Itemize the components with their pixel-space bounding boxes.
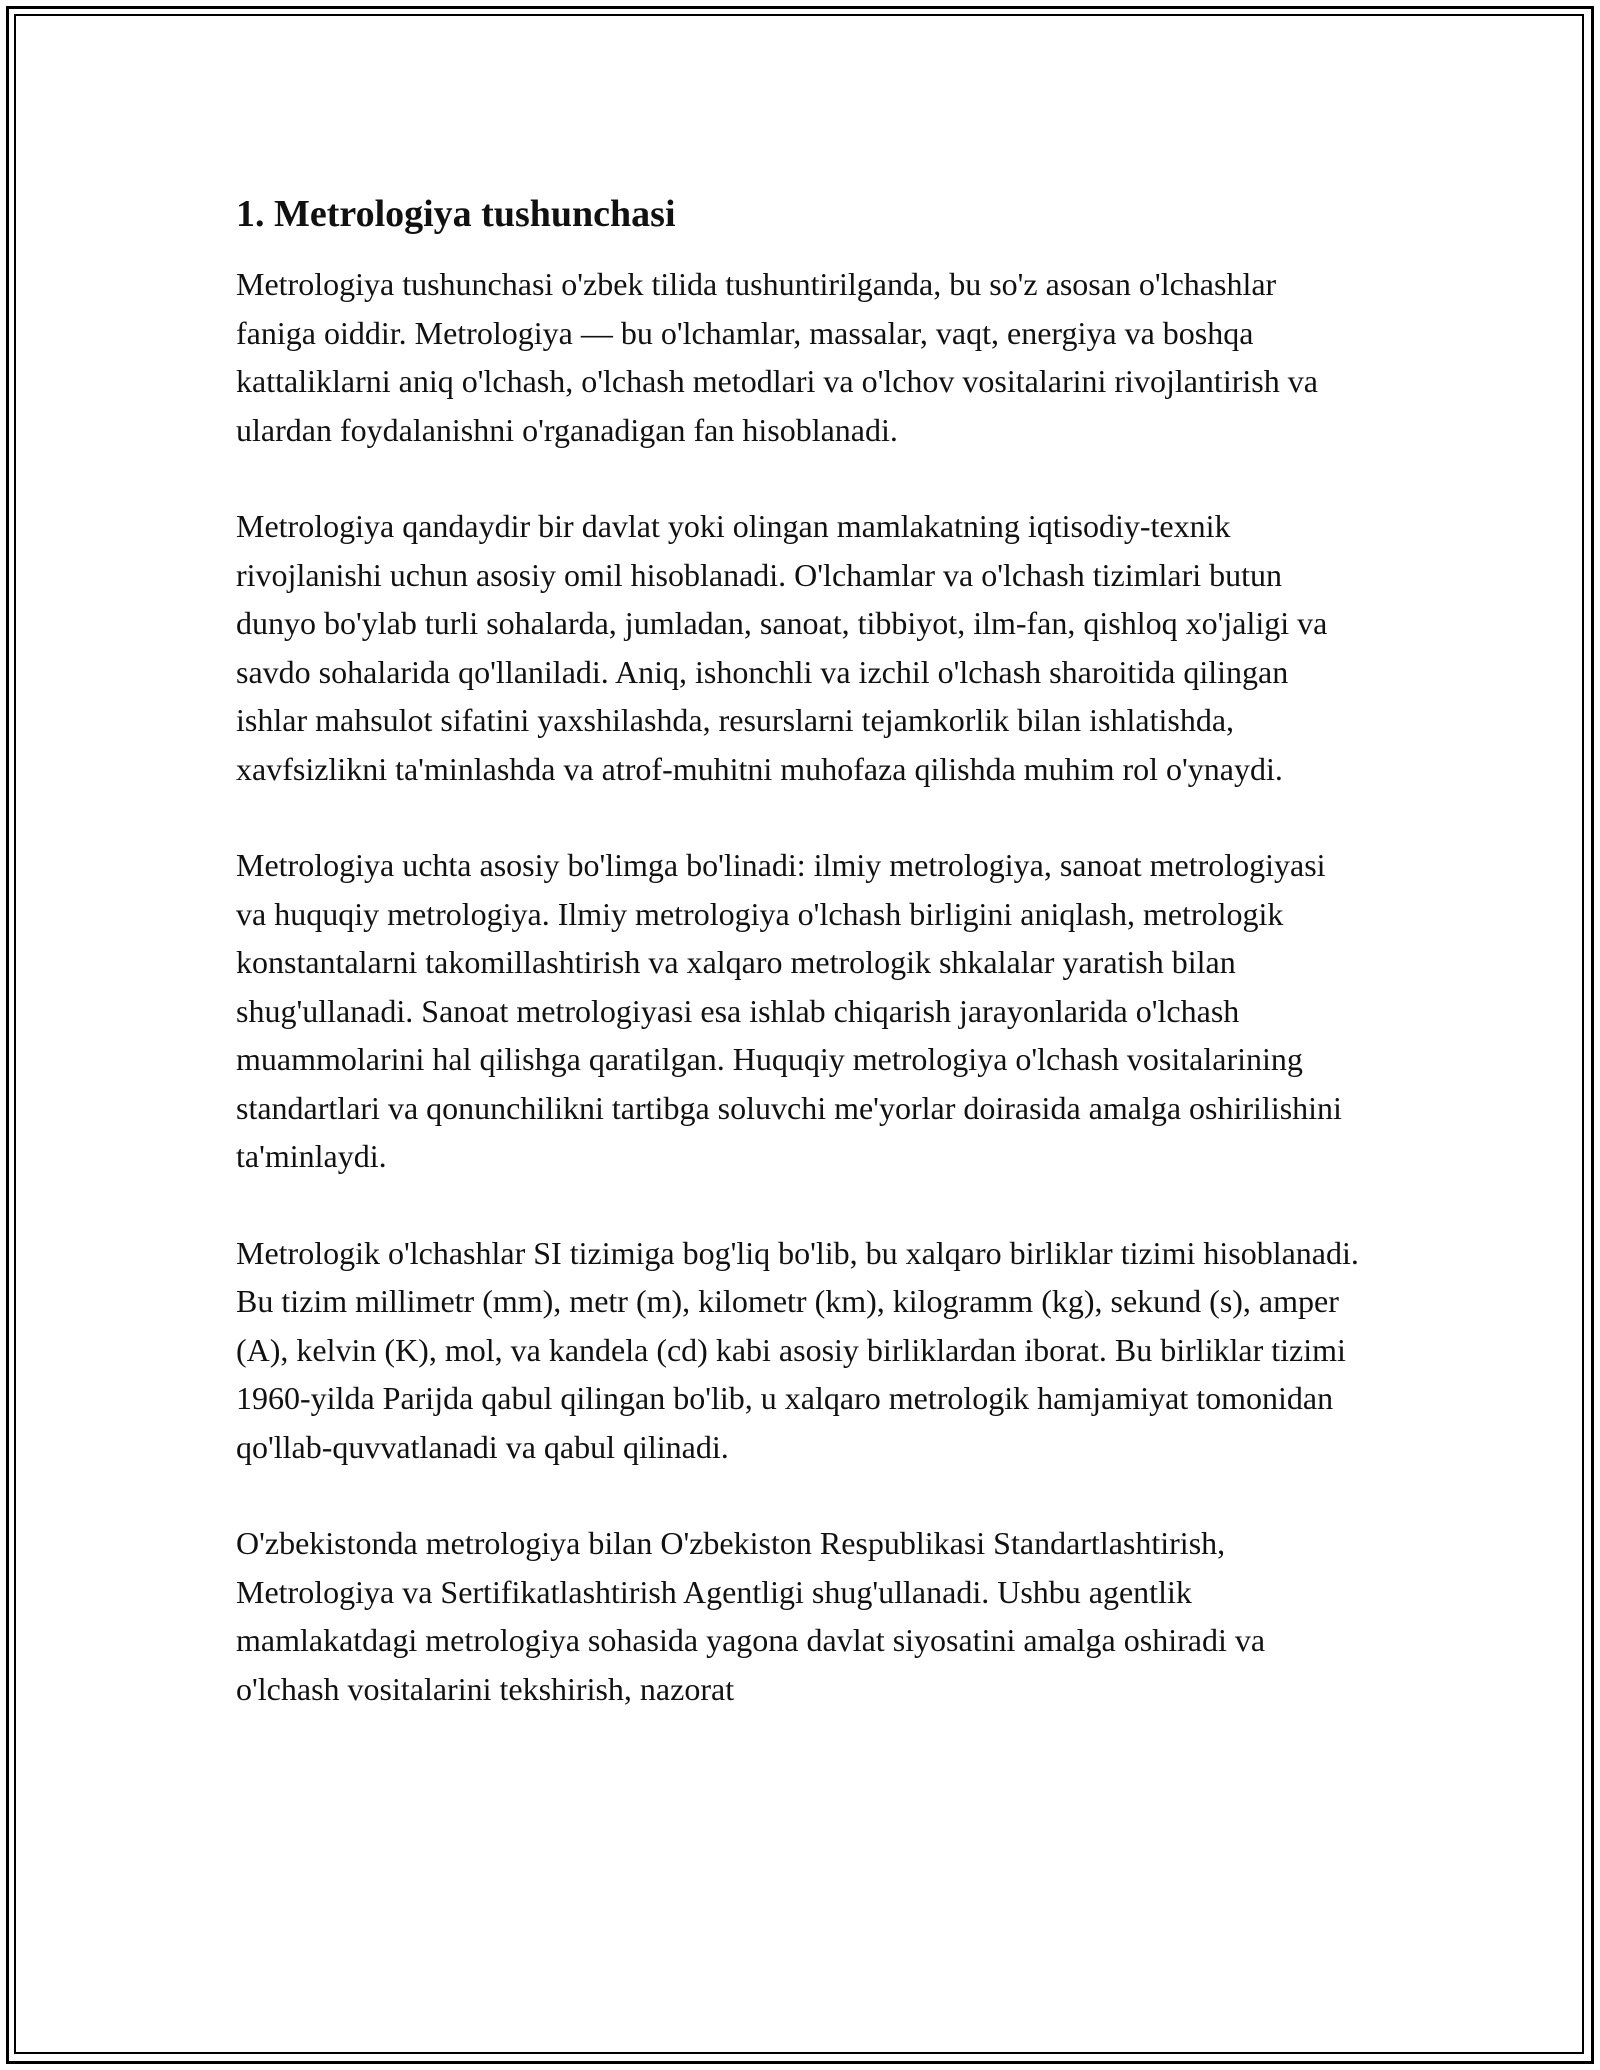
paragraph-definition: Metrologiya tushunchasi o'zbek tilida tushuntirilganda, bu so'z asosan o'lchashlar faniga oiddir. Metrologiya — bu o'lchamlar, massalar, vaqt, energiya va boshqa kattaliklarni aniq o'lchash, o'lchash metodlari va o'lchov vositalarini rivojlantirish va ulardan foydalanishni o'rganadigan fan hisoblanadi. <box>236 266 1318 448</box>
paragraph-si-system: Metrologik o'lchashlar SI tizimiga bog'liq bo'lib, bu xalqaro birliklar tizimi hisoblanadi. Bu tizim millimetr (mm), metr (m), kilometr (km), kilogramm (kg), sekund (s), amper (A), kelvin (K), mol, va kandela (cd) kabi asosiy birliklardan iborat. Bu birliklar tizimi 1960-yilda Parijda qabul qilingan bo'lib, u xalqaro metrologik hamjamiyat tomonidan qo'llab-quvvatlanadi va qabul qilinadi. <box>236 1234 1359 1465</box>
section-title: 1. Metrologiya tushunchasi <box>236 193 676 235</box>
paragraph-economic-role: Metrologiya qandaydir bir davlat yoki olingan mamlakatning iqtisodiy-texnik rivojlanishi uchun asosiy omil hisoblanadi. O'lchamlar va o'lchash tizimlari butun dunyo bo'ylab turli sohalarda, jumladan, sanoat, tibbiyot, ilm-fan, qishloq xo'jaligi va savdo sohalarida qo'llaniladi. Aniq, ishonchli va izchil o'lchash sharoitida qilingan ishlar mahsulot sifatini yaxshilashda, resurslarni tejamkorlik bilan ishlatishda, xavfsizlikni ta'minlashda va atrof-muhitni muhofaza qilishda muhim rol o'ynaydi. <box>236 508 1328 787</box>
paragraph-branches: Metrologiya uchta asosiy bo'limga bo'linadi: ilmiy metrologiya, sanoat metrologiyasi va huquqiy metrologiya. Ilmiy metrologiya o'lchash birligini aniqlash, metrologik konstantalarni takomillashtirish va xalqaro metrologik shkalalar yaratish bilan shug'ullanadi. Sanoat metrologiyasi esa ishlab chiqarish jarayonlarida o'lchash muammolarini hal qilishga qaratilgan. Huquqiy metrologiya o'lchash vositalarining standartlari va qonunchilikni tartibga soluvchi me'yorlar doirasida amalga oshirilishini ta'minlaydi. <box>236 847 1342 1174</box>
paragraph-uzbekistan-agency: O'zbekistonda metrologiya bilan O'zbekiston Respublikasi Standartlashtirish, Metrologiya va Sertifikatlashtirish Agentligi shug'ullanadi. Ushbu agentlik mamlakatdagi metrologiya sohasida yagona davlat siyosatini amalga oshiradi va o'lchash vositalarini tekshirish, nazorat <box>236 1525 1266 1707</box>
document-body <box>236 188 1360 1761</box>
